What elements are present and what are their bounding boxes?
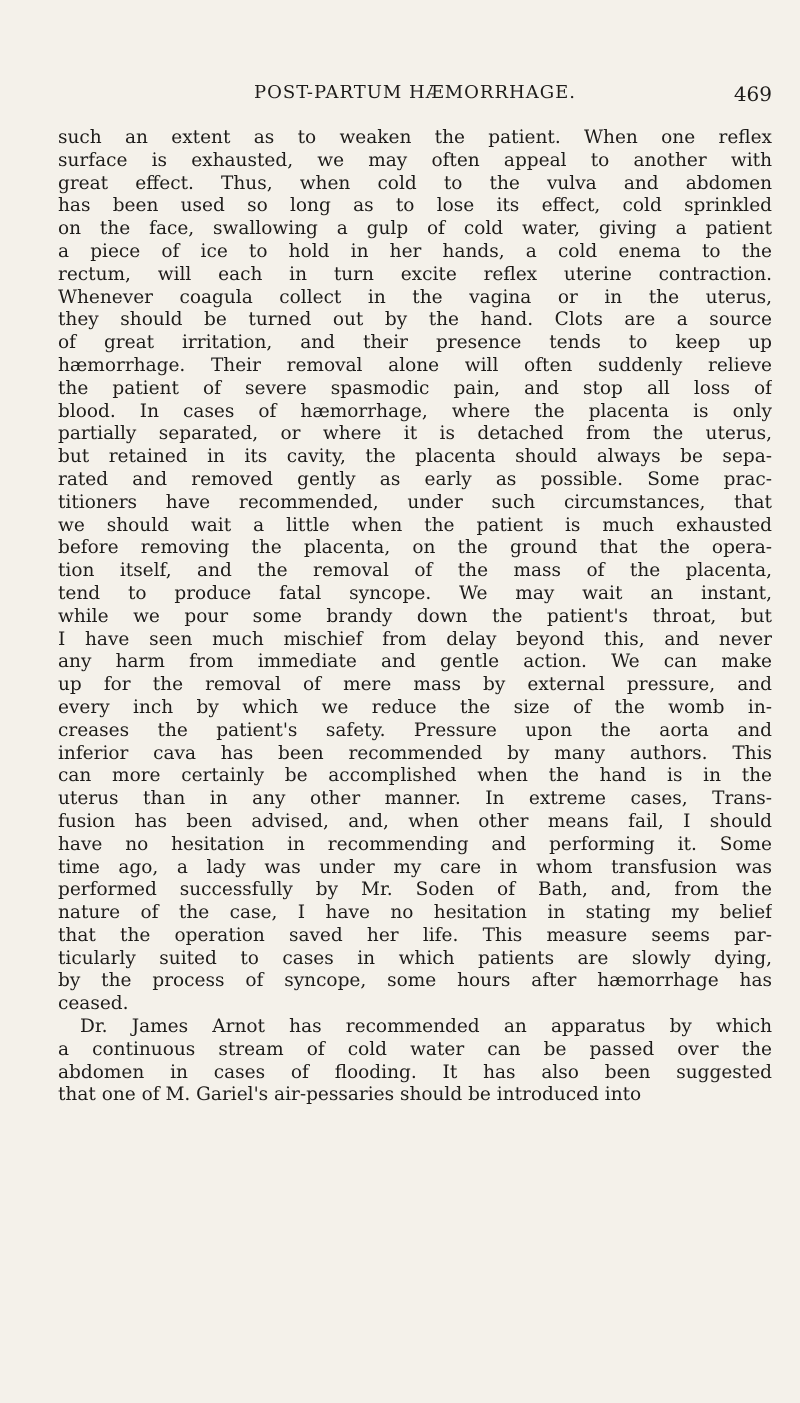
text-line: that the operation saved her life. This measure seems par- bbox=[58, 924, 772, 946]
text-line: have no hesitation in recommending and performing it. Some bbox=[58, 833, 772, 855]
page-number: 469 bbox=[733, 82, 772, 106]
text-line: tion itself, and the removal of the mass of the placenta, bbox=[58, 560, 772, 582]
text-line: they should be turned out by the hand. Clots are a source bbox=[58, 309, 772, 331]
text-line: ticularly suited to cases in which patients are slowly dying, bbox=[58, 947, 772, 969]
text-line: but retained in its cavity, the placenta should always be sepa- bbox=[58, 446, 772, 468]
text-line: rectum, will each in turn excite reflex uterine contraction. bbox=[58, 263, 772, 285]
text-line: by the process of syncope, some hours after hæmorrhage has bbox=[58, 970, 772, 992]
body-text bbox=[58, 127, 772, 1107]
text-line: before removing the placenta, on the ground that the opera- bbox=[58, 537, 772, 559]
text-line: nature of the case, I have no hesitation in stating my belief bbox=[58, 902, 772, 924]
text-line: any harm from immediate and gentle action. We can make bbox=[58, 651, 772, 673]
text-line: such an extent as to weaken the patient. When one reflex bbox=[58, 127, 772, 148]
text-line: has been used so long as to lose its effect, cold sprinkled bbox=[58, 195, 772, 217]
text-line: I have seen much mischief from delay beyond this, and never bbox=[58, 628, 772, 650]
text-line: titioners have recommended, under such circumstances, that bbox=[58, 491, 772, 513]
text-line: the patient of severe spasmodic pain, and stop all loss of bbox=[58, 377, 772, 399]
text-line: while we pour some brandy down the patient's throat, but bbox=[58, 605, 772, 627]
text-line: fusion has been advised, and, when other means fail, I should bbox=[58, 810, 772, 832]
text-line: great effect. Thus, when cold to the vulva and abdomen bbox=[58, 172, 772, 194]
text-line: we should wait a little when the patient is much exhausted bbox=[58, 514, 772, 536]
text-line: a piece of ice to hold in her hands, a cold enema to the bbox=[58, 240, 772, 262]
text-line: that one of M. Gariel's air-pessaries should be introduced into bbox=[58, 1084, 642, 1106]
running-head: POST-PARTUM HÆMORRHAGE. bbox=[254, 82, 576, 103]
text-line: performed successfully by Mr. Soden of Bath, and, from the bbox=[58, 879, 772, 901]
text-line: rated and removed gently as early as possible. Some prac- bbox=[58, 468, 772, 490]
text-line: a continuous stream of cold water can be passed over the bbox=[58, 1038, 772, 1060]
text-line: every inch by which we reduce the size of the womb in- bbox=[58, 696, 772, 718]
page-header bbox=[58, 82, 772, 112]
text-line: up for the removal of mere mass by external pressure, and bbox=[58, 674, 772, 696]
text-line: blood. In cases of hæmorrhage, where the placenta is only bbox=[58, 400, 772, 422]
text-line: surface is exhausted, we may often appeal to another with bbox=[58, 149, 772, 171]
text-line: time ago, a lady was under my care in whom transfusion was bbox=[58, 856, 772, 878]
text-line: Dr. James Arnot has recommended an apparatus by which bbox=[80, 1016, 772, 1038]
text-line: tend to produce fatal syncope. We may wait an instant, bbox=[58, 582, 772, 604]
text-line: creases the patient's safety. Pressure upon the aorta and bbox=[58, 719, 772, 741]
text-line: can more certainly be accomplished when the hand is in the bbox=[58, 765, 772, 787]
text-line: hæmorrhage. Their removal alone will often suddenly relieve bbox=[58, 354, 772, 376]
text-line: uterus than in any other manner. In extreme cases, Trans- bbox=[58, 788, 772, 810]
text-line: on the face, swallowing a gulp of cold water, giving a patient bbox=[58, 218, 772, 240]
text-line: inferior cava has been recommended by many authors. This bbox=[58, 742, 772, 764]
text-line: of great irritation, and their presence tends to keep up bbox=[58, 332, 772, 354]
text-line: partially separated, or where it is detached from the uterus, bbox=[58, 423, 772, 445]
text-line: abdomen in cases of flooding. It has also been suggested bbox=[58, 1061, 772, 1083]
text-line: ceased. bbox=[58, 993, 129, 1015]
text-line: Whenever coagula collect in the vagina or in the uterus, bbox=[58, 286, 772, 308]
